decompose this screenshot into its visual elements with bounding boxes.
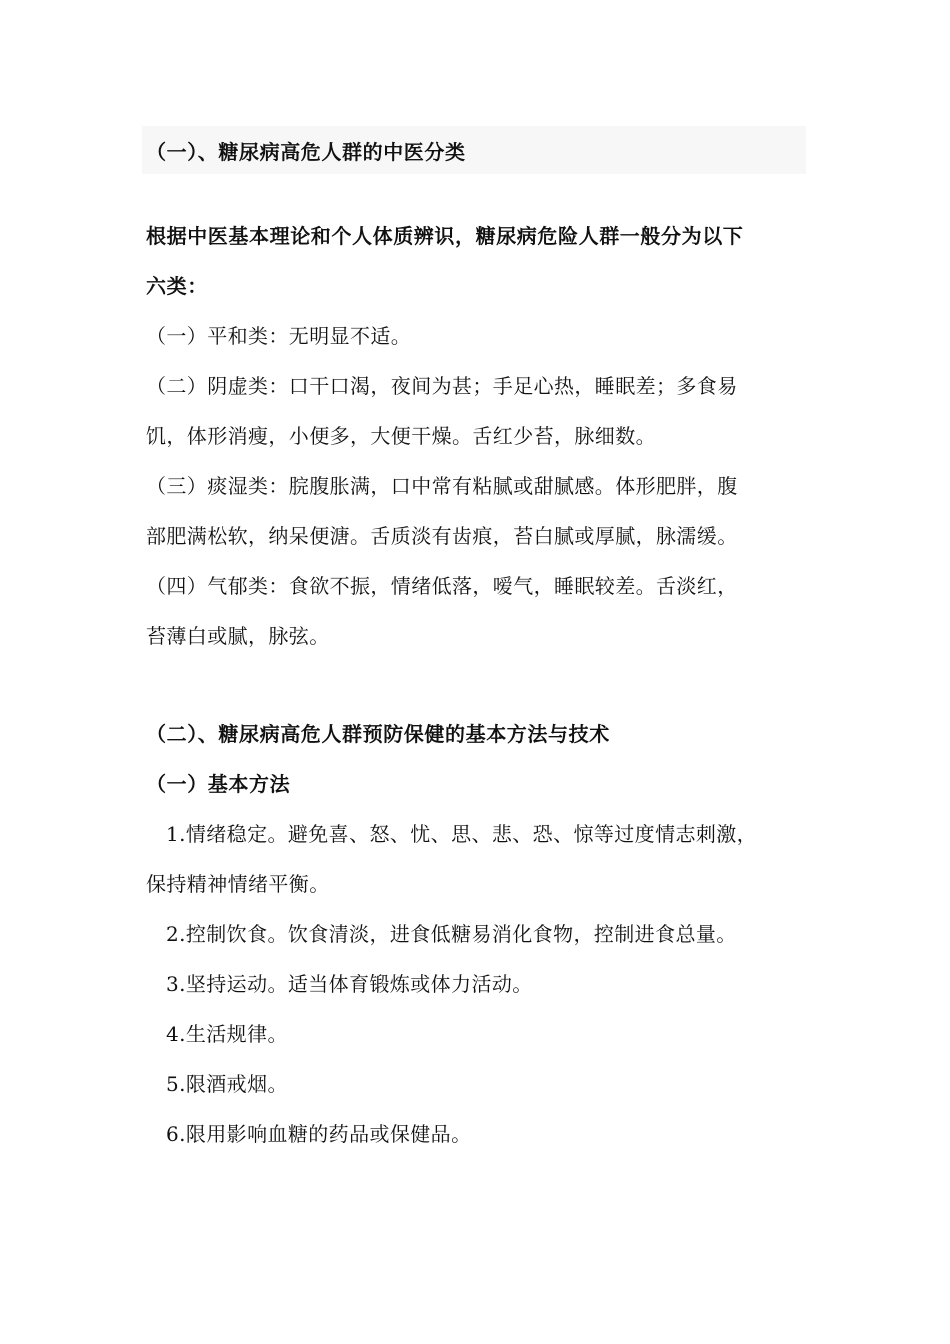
section1-intro-line2: 六类：	[146, 274, 208, 298]
section2-heading: （二）、糖尿病高危人群预防保健的基本方法与技术	[146, 722, 610, 746]
type-yinxu-line1: （二）阴虚类：口干口渴，夜间为甚；手足心热，睡眠差；多食易	[146, 374, 738, 398]
method-item-4: 4.生活规律。	[166, 1022, 288, 1046]
method-item-3: 3.坚持运动。适当体育锻炼或体力活动。	[166, 972, 533, 996]
section1-intro-line1: 根据中医基本理论和个人体质辨识，糖尿病危险人群一般分为以下	[146, 224, 744, 248]
method-item-1-line2: 保持精神情绪平衡。	[146, 872, 330, 896]
type-qiyu-line1: （四）气郁类：食欲不振，情绪低落，嗳气，睡眠较差。舌淡红，	[146, 574, 738, 598]
method-item-5: 5.限酒戒烟。	[166, 1072, 288, 1096]
type-yinxu-line2: 饥，体形消瘦，小便多，大便干燥。舌红少苔，脉细数。	[146, 424, 656, 448]
type-tanshi-line1: （三）痰湿类：脘腹胀满，口中常有粘腻或甜腻感。体形肥胖，腹	[146, 474, 738, 498]
type-qiyu-line2: 苔薄白或腻，脉弦。	[146, 624, 330, 648]
section1-heading: （一）、糖尿病高危人群的中医分类	[146, 140, 466, 164]
method-item-2: 2.控制饮食。饮食清淡，进食低糖易消化食物，控制进食总量。	[166, 922, 737, 946]
method-item-6: 6.限用影响血糖的药品或保健品。	[166, 1122, 472, 1146]
type-pinghe-line1: （一）平和类：无明显不适。	[146, 324, 412, 348]
section2-subheading: （一）基本方法	[146, 772, 291, 796]
method-item-1-line1: 1.情绪稳定。避免喜、怒、忧、思、悲、恐、惊等过度情志刺激，	[166, 822, 758, 846]
type-tanshi-line2: 部肥满松软，纳呆便溏。舌质淡有齿痕，苔白腻或厚腻，脉濡缓。	[146, 524, 738, 548]
